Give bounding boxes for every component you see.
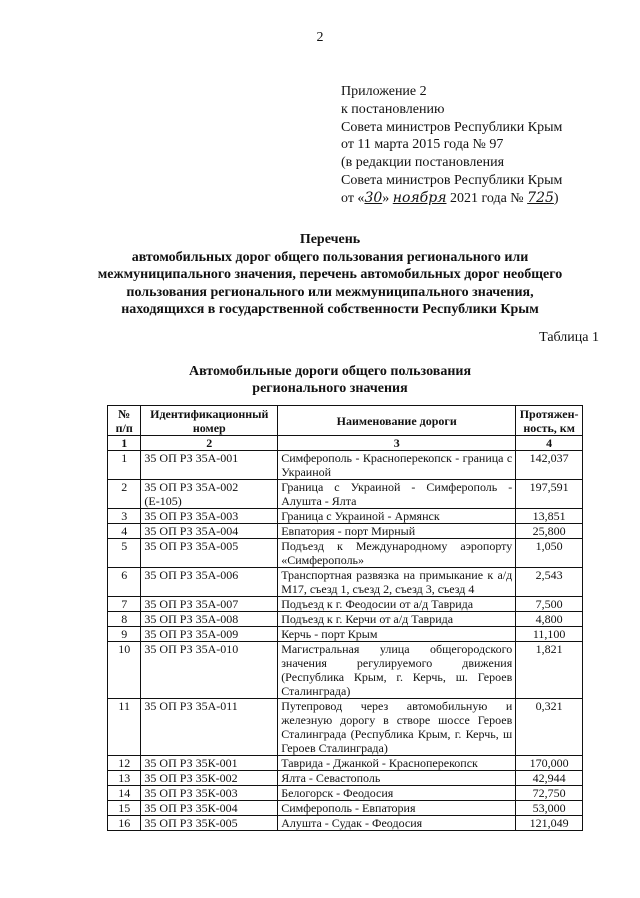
- row-length: 142,037: [516, 451, 583, 480]
- table-row: [108, 642, 583, 699]
- table-body: [108, 451, 583, 831]
- table-row: [108, 801, 583, 816]
- row-length: 0,321: [516, 699, 583, 756]
- row-length: 170,000: [516, 756, 583, 771]
- header-num: [108, 406, 141, 436]
- row-number: 12: [108, 756, 141, 771]
- column-number: 2: [141, 436, 278, 451]
- row-road-name: Ялта - Севастополь: [278, 771, 516, 786]
- row-identifier: 35 ОП РЗ 35А-004: [141, 524, 278, 539]
- row-number: 11: [108, 699, 141, 756]
- row-road-name: Белогорск - Феодосия: [278, 786, 516, 801]
- row-length: 1,050: [516, 539, 583, 568]
- row-road-name: Граница с Украиной - Симферополь - Алушта - Ялта: [278, 480, 516, 509]
- row-number: 15: [108, 801, 141, 816]
- table-row: [108, 480, 583, 509]
- row-road-name: Керчь - порт Крым: [278, 627, 516, 642]
- row-length: 4,800: [516, 612, 583, 627]
- row-length: 13,851: [516, 509, 583, 524]
- appendix-block: [341, 83, 562, 208]
- row-identifier: 35 ОП РЗ 35А-006: [141, 568, 278, 597]
- handwritten-number: 725: [527, 189, 554, 206]
- row-number: 3: [108, 509, 141, 524]
- row-identifier: 35 ОП РЗ 35К-004: [141, 801, 278, 816]
- title-line: межмуниципального значения, перечень автомобильных дорог необщего: [97, 267, 563, 283]
- title-line: Перечень: [299, 232, 361, 247]
- row-identifier: 35 ОП РЗ 35А-005: [141, 539, 278, 568]
- row-identifier: 35 ОП РЗ 35А-008: [141, 612, 278, 627]
- column-number-row: [108, 436, 583, 451]
- table-title: [40, 363, 620, 397]
- header-text: номер: [192, 421, 226, 435]
- row-road-name: Граница с Украиной - Армянск: [278, 509, 516, 524]
- appendix-line: (в редакции постановления: [341, 155, 505, 171]
- row-length: 7,500: [516, 597, 583, 612]
- table-row: [108, 771, 583, 786]
- row-identifier: 35 ОП РЗ 35А-001: [141, 451, 278, 480]
- table-title-line: Автомобильные дороги общего пользования: [188, 364, 472, 379]
- header-text: ность, км: [523, 421, 575, 435]
- header-text: №: [118, 407, 131, 421]
- column-number: 4: [516, 436, 583, 451]
- row-length: 25,800: [516, 524, 583, 539]
- header-id: [141, 406, 278, 436]
- row-number: 13: [108, 771, 141, 786]
- row-road-name: Симферополь - Красноперекопск - граница с Украиной: [278, 451, 516, 480]
- row-number: 10: [108, 642, 141, 699]
- row-length: 197,591: [516, 480, 583, 509]
- header-name: Наименование дороги: [278, 406, 516, 436]
- header-text: Идентификационный: [150, 407, 269, 421]
- row-identifier: 35 ОП РЗ 35А-002 (Е-105): [141, 480, 278, 509]
- row-identifier: 35 ОП РЗ 35А-007: [141, 597, 278, 612]
- handwritten-day: 30: [364, 189, 383, 206]
- title-line: находящихся в государственной собственности Республики Крым: [121, 302, 539, 318]
- table-row: [108, 451, 583, 480]
- handwritten-month: ноября: [392, 189, 447, 206]
- appendix-line: к постановлению: [341, 101, 445, 117]
- row-number: 6: [108, 568, 141, 597]
- table-row: [108, 756, 583, 771]
- row-road-name: Подъезд к г. Феодосии от а/д Таврида: [278, 597, 516, 612]
- table-row: [108, 509, 583, 524]
- table-row: [108, 816, 583, 831]
- appendix-date-line: [341, 190, 562, 208]
- row-identifier: 35 ОП РЗ 35А-009: [141, 627, 278, 642]
- page-number: 2: [316, 30, 324, 45]
- row-identifier: 35 ОП РЗ 35К-002: [141, 771, 278, 786]
- row-number: 1: [108, 451, 141, 480]
- row-road-name: Путепровод через автомобильную и железную дорогу в створе шоссе Героев Сталинграда (Республика Крым, г. Керчь, ш Героев Сталинграда): [278, 699, 516, 756]
- row-road-name: Евпатория - порт Мирный: [278, 524, 516, 539]
- table-row: [108, 597, 583, 612]
- row-identifier: 35 ОП РЗ 35К-003: [141, 786, 278, 801]
- row-number: 9: [108, 627, 141, 642]
- table-row: [108, 568, 583, 597]
- appendix-line: Совета министров Республики Крым: [341, 172, 563, 188]
- date-prefix: от «: [341, 190, 365, 206]
- header-text: Протяжен-: [519, 407, 579, 421]
- table-row: [108, 539, 583, 568]
- row-length: 11,100: [516, 627, 583, 642]
- title-line: автомобильных дорог общего пользования регионального или: [131, 249, 529, 265]
- row-number: 5: [108, 539, 141, 568]
- document-title: [40, 231, 620, 319]
- row-length: 53,000: [516, 801, 583, 816]
- row-road-name: Симферополь - Евпатория: [278, 801, 516, 816]
- row-road-name: Таврида - Джанкой - Красноперекопск: [278, 756, 516, 771]
- date-year: 2021 года №: [446, 190, 528, 206]
- table-label: Таблица 1: [539, 330, 599, 345]
- roads-table: [107, 405, 583, 831]
- table-header-row: [108, 406, 583, 436]
- row-number: 8: [108, 612, 141, 627]
- row-number: 16: [108, 816, 141, 831]
- table-row: [108, 786, 583, 801]
- row-length: 42,944: [516, 771, 583, 786]
- row-number: 7: [108, 597, 141, 612]
- row-identifier: 35 ОП РЗ 35А-011: [141, 699, 278, 756]
- table-row: [108, 524, 583, 539]
- date-sep: »: [382, 190, 393, 206]
- row-road-name: Подъезд к г. Керчи от а/д Таврида: [278, 612, 516, 627]
- row-number: 2: [108, 480, 141, 509]
- title-line: пользования регионального или межмуниципального значения,: [126, 284, 534, 300]
- row-length: 2,543: [516, 568, 583, 597]
- row-number: 14: [108, 786, 141, 801]
- appendix-line: от 11 марта 2015 года № 97: [341, 137, 504, 153]
- row-identifier: 35 ОП РЗ 35К-005: [141, 816, 278, 831]
- row-road-name: Магистральная улица общегородского значения регулируемого движения (Республика Крым, г. Керчь, ш. Героев Сталинграда): [278, 642, 516, 699]
- table-row: [108, 699, 583, 756]
- row-road-name: Транспортная развязка на примыкание к а/д М17, съезд 1, съезд 2, съезд 3, съезд 4: [278, 568, 516, 597]
- row-identifier: 35 ОП РЗ 35К-001: [141, 756, 278, 771]
- column-number: 3: [278, 436, 516, 451]
- row-number: 4: [108, 524, 141, 539]
- row-identifier: 35 ОП РЗ 35А-003: [141, 509, 278, 524]
- column-number: 1: [108, 436, 141, 451]
- header-length: [516, 406, 583, 436]
- appendix-line: Приложение 2: [341, 84, 427, 99]
- row-length: 121,049: [516, 816, 583, 831]
- header-text: п/п: [115, 421, 133, 435]
- row-road-name: Алушта - Судак - Феодосия: [278, 816, 516, 831]
- date-suffix: ): [553, 190, 559, 206]
- row-road-name: Подъезд к Международному аэропорту «Симферополь»: [278, 539, 516, 568]
- table-row: [108, 627, 583, 642]
- table-title-line: регионального значения: [252, 381, 408, 396]
- appendix-line: Совета министров Республики Крым: [341, 119, 563, 135]
- row-length: 1,821: [516, 642, 583, 699]
- row-length: 72,750: [516, 786, 583, 801]
- row-identifier: 35 ОП РЗ 35А-010: [141, 642, 278, 699]
- table-row: [108, 612, 583, 627]
